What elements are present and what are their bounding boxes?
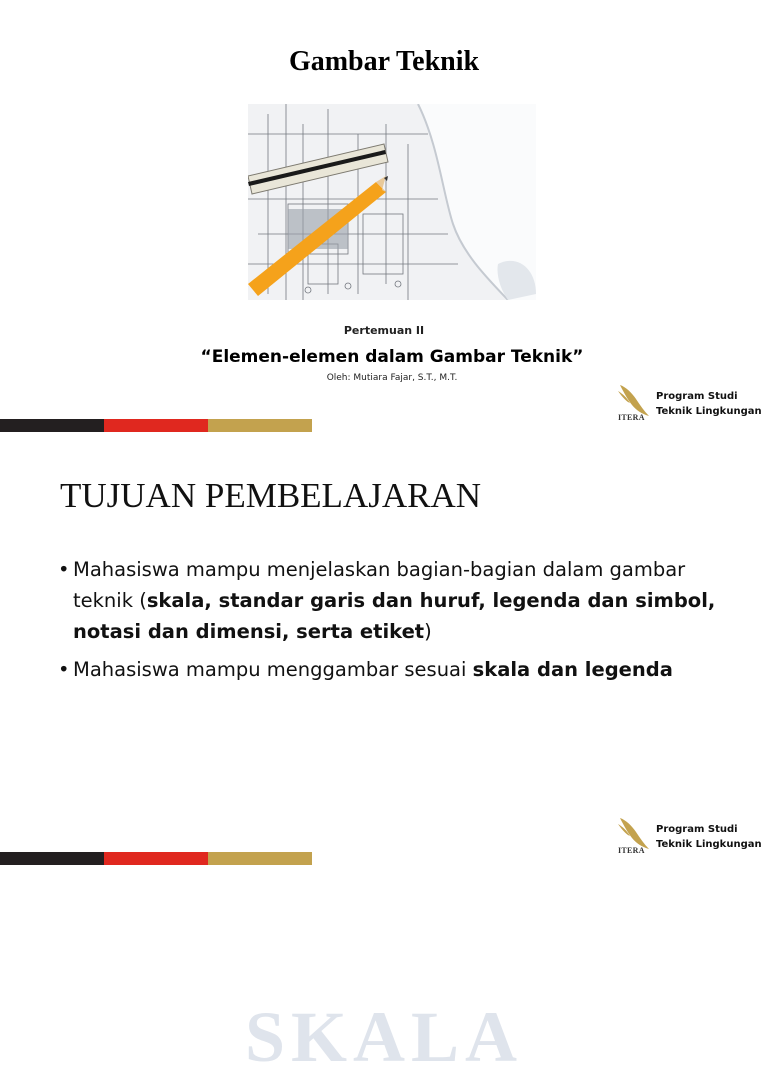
scale-slide bbox=[0, 886, 768, 1077]
bullet-text: Mahasiswa mampu menjelaskan bagian-bagian dalam gambar teknik ( bbox=[73, 558, 686, 612]
slide-subtitle: “Elemen-elemen dalam Gambar Teknik” bbox=[200, 347, 584, 367]
program-line2: Teknik Lingkungan bbox=[656, 839, 762, 850]
itera-abbr: ITERA bbox=[618, 846, 645, 855]
bullet-bold-text: skala dan legenda bbox=[472, 658, 673, 681]
blueprint-illustration bbox=[248, 104, 536, 300]
author-line: Oleh: Mutiara Fajar, S.T., M.T. bbox=[326, 373, 458, 383]
watermark-title: SKALA bbox=[244, 997, 524, 1077]
list-item bbox=[58, 554, 718, 647]
blueprint-image bbox=[248, 104, 536, 300]
stripe-gold bbox=[208, 419, 312, 432]
stripe-black bbox=[0, 852, 104, 865]
program-name bbox=[656, 822, 762, 852]
slide-title: Gambar Teknik bbox=[288, 46, 480, 77]
itera-logo bbox=[616, 383, 766, 433]
program-line2: Teknik Lingkungan bbox=[656, 406, 762, 417]
bullet-text: Mahasiswa mampu menggambar sesuai bbox=[73, 658, 473, 681]
color-stripe bbox=[0, 852, 312, 865]
stripe-black bbox=[0, 419, 104, 432]
stripe-gold bbox=[208, 852, 312, 865]
objectives-slide bbox=[0, 446, 768, 876]
program-line1: Program Studi bbox=[656, 391, 738, 402]
color-stripe bbox=[0, 419, 312, 432]
list-item bbox=[58, 654, 718, 685]
objectives-heading: TUJUAN PEMBELAJARAN bbox=[60, 476, 481, 515]
bullet-dot: • bbox=[58, 558, 70, 581]
objectives-list bbox=[58, 554, 718, 692]
stripe-red bbox=[104, 852, 208, 865]
program-name bbox=[656, 389, 762, 419]
bullet-text: ) bbox=[424, 620, 432, 643]
bullet-dot: • bbox=[58, 658, 70, 681]
program-line1: Program Studi bbox=[656, 824, 738, 835]
stripe-red bbox=[104, 419, 208, 432]
title-slide bbox=[0, 0, 768, 436]
itera-abbr: ITERA bbox=[618, 413, 645, 422]
itera-logo bbox=[616, 816, 766, 866]
meeting-label: Pertemuan II bbox=[343, 324, 425, 337]
bullet-bold-text: skala, standar garis dan huruf, legenda dan simbol, notasi dan dimensi, serta etiket bbox=[73, 589, 716, 643]
